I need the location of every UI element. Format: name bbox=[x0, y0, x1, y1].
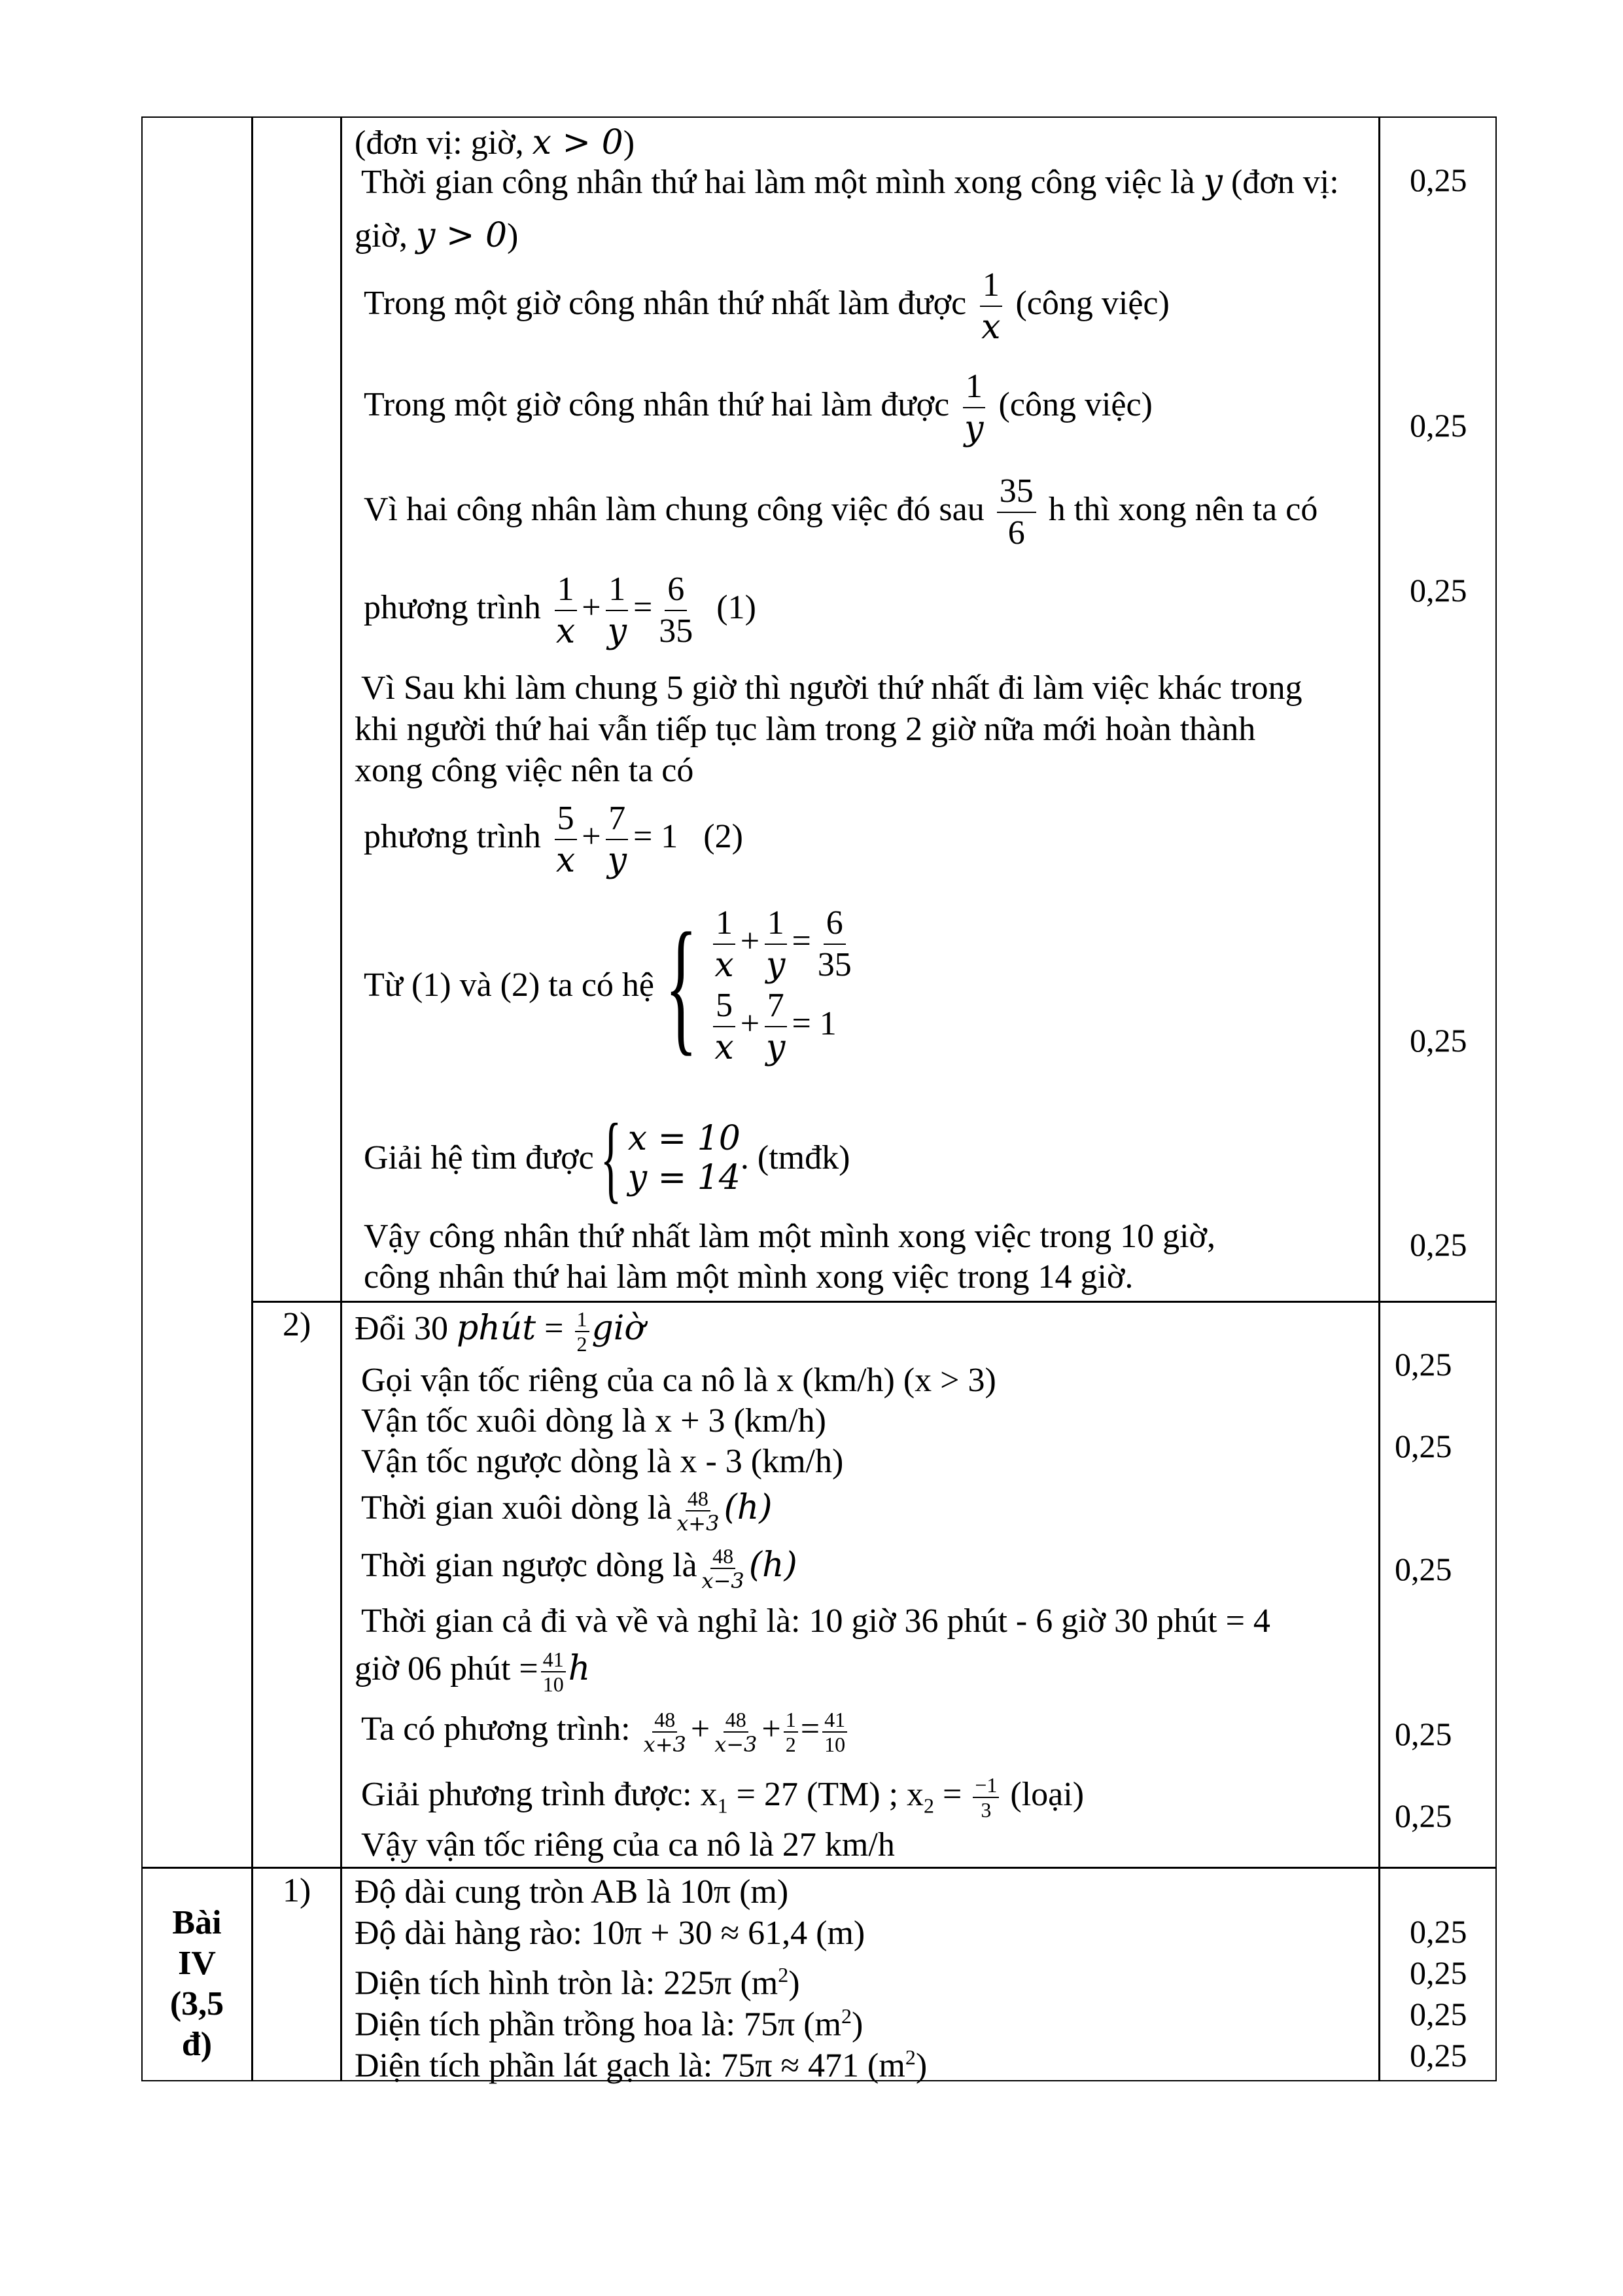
score: 0,25 bbox=[1395, 1551, 1452, 1587]
col-divider-1 bbox=[251, 116, 253, 2081]
line-rate-worker1: Trong một giờ công nhân thứ nhất làm được $\frac{1}{x}$ (công việc) bbox=[364, 266, 1170, 347]
score: 0,25 bbox=[1410, 1022, 1467, 1059]
score: 0,25 bbox=[1410, 162, 1467, 198]
line-together: Vì hai công nhân làm chung công việc đó sau $\frac{35}{6}$ h thì xong nên ta có bbox=[364, 471, 1318, 554]
fraction: $\frac{5}{x}$ bbox=[712, 985, 736, 1068]
part3-line-2: Độ dài hàng rào: 10π + 30 ≈ 61,4 (m) bbox=[355, 1915, 865, 1952]
fraction: $\frac{48}{x-3}$ bbox=[714, 1708, 758, 1757]
part2-line-4: Vận tốc ngược dòng là x - 3 (km/h) bbox=[361, 1443, 844, 1480]
fraction: $\frac{48}{x+3}$ bbox=[676, 1487, 720, 1536]
fraction: $\frac{41}{10}$ bbox=[541, 1648, 566, 1696]
brace: { bbox=[600, 1104, 621, 1212]
line-condition-3: xong công việc nên ta có bbox=[355, 752, 694, 789]
score: 0,25 bbox=[1410, 572, 1467, 609]
fraction: $\frac{-1}{3}$ bbox=[973, 1773, 999, 1822]
part2-line-5: Thời gian xuôi dòng là $\frac{48}{x+3}$ (h) bbox=[361, 1487, 773, 1536]
col-divider-3 bbox=[1378, 116, 1380, 2081]
brace: { bbox=[665, 902, 698, 1069]
conclusion-2: công nhân thứ hai làm một mình xong việc trong 14 giờ. bbox=[364, 1258, 1134, 1296]
part3-line-4: Diện tích phần trồng hoa là: 75π $(m^2)$ bbox=[355, 2004, 864, 2043]
line-rate-worker2: Trong một giờ công nhân thứ hai làm được $\frac{1}{y}$ (công việc) bbox=[364, 368, 1153, 448]
part3-number: 1) bbox=[283, 1872, 311, 1909]
score: 0,25 bbox=[1410, 2037, 1467, 2074]
col-divider-2 bbox=[340, 116, 342, 2081]
equation-2: phương trình $\frac{5}{x}$ + $\frac{7}{y}$ = 1 (2) bbox=[364, 800, 743, 880]
part2-line-2: Gọi vận tốc riêng của ca nô là x (km/h) (x > 3) bbox=[361, 1362, 996, 1399]
score: 0,25 bbox=[1395, 1797, 1452, 1834]
score: 0,25 bbox=[1395, 1428, 1452, 1464]
line-unit-y: giờ, y > 0) bbox=[355, 216, 519, 255]
part2-line-3: Vận tốc xuôi dòng là x + 3 (km/h) bbox=[361, 1402, 826, 1439]
fraction: $\frac{1}{2}$ bbox=[784, 1708, 798, 1756]
fraction: $\frac{1}{x}$ bbox=[979, 265, 1003, 347]
line-condition-1: Vì Sau khi làm chung 5 giờ thì người thứ nhất đi làm việc khác trong bbox=[361, 669, 1302, 707]
fraction: $\frac{6}{35}$ bbox=[817, 904, 852, 983]
score: 0,25 bbox=[1410, 1954, 1467, 1991]
section-title: Bài IV (3,5 đ) bbox=[169, 1904, 224, 2063]
fraction: $\frac{7}{y}$ bbox=[605, 798, 629, 881]
fraction: $\frac{5}{x}$ bbox=[553, 798, 578, 881]
system-solution: Giải hệ tìm được { x = 10 y = 14 . (tmđk) bbox=[364, 1104, 850, 1212]
score: 0,25 bbox=[1395, 1346, 1452, 1383]
part2-conclusion: Vậy vận tốc riêng của ca nô là 27 km/h bbox=[361, 1826, 895, 1863]
row-divider-1 bbox=[251, 1301, 1497, 1303]
score: 0,25 bbox=[1410, 407, 1467, 444]
part2-solution: Giải phương trình được: $x_1 = 27$ (TM) ; $x_2$ = $\frac{-1}{3}$ (loại) bbox=[361, 1773, 1085, 1822]
part3-line-1: Độ dài cung tròn AB là 10π (m) bbox=[355, 1873, 789, 1911]
conclusion-1: Vậy công nhân thứ nhất làm một mình xong việc trong 10 giờ, bbox=[364, 1218, 1216, 1255]
fraction: $\frac{1}{y}$ bbox=[962, 366, 986, 449]
fraction: $\frac{6}{35}$ bbox=[659, 571, 693, 650]
fraction: $\frac{1}{x}$ bbox=[712, 903, 736, 985]
score: 0,25 bbox=[1410, 1913, 1467, 1950]
fraction: $\frac{7}{y}$ bbox=[763, 985, 788, 1068]
score: 0,25 bbox=[1410, 1226, 1467, 1263]
equation-1: phương trình $\frac{1}{x}$ + $\frac{1}{y}$ = $\frac{6}{35}$ (1) bbox=[364, 571, 756, 651]
row-divider-2 bbox=[141, 1867, 1497, 1869]
part2-line-8: giờ 06 phút = $\frac{41}{10}$ h bbox=[355, 1648, 591, 1696]
part2-equation: Ta có phương trình: $\frac{48}{x+3}$ + $\frac{48}{x-3}$ + $\frac{1}{2}$ = $\frac{41}{10}$ bbox=[361, 1708, 850, 1756]
fraction: $\frac{1}{y}$ bbox=[605, 569, 629, 652]
part2-number: 2) bbox=[283, 1306, 311, 1343]
fraction: $\frac{1}{x}$ bbox=[553, 569, 578, 652]
part3-line-5: Diện tích phần lát gạch là: 75π ≈ 471 $(m^2)$ bbox=[355, 2045, 928, 2085]
part3-line-3: Diện tích hình tròn là: 225π $(m^2)$ bbox=[355, 1963, 800, 2002]
line-condition-2: khi người thứ hai vẫn tiếp tục làm trong 2 giờ nữa mới hoàn thành bbox=[355, 711, 1256, 748]
part2-line-1: Đổi 30 phút = $\frac{1}{2}$ giờ bbox=[355, 1307, 645, 1356]
part2-line-6: Thời gian ngược dòng là $\frac{48}{x-3}$ (h) bbox=[361, 1544, 797, 1593]
score: 0,25 bbox=[1395, 1716, 1452, 1752]
fraction: $\frac{1}{y}$ bbox=[763, 903, 788, 985]
score: 0,25 bbox=[1410, 1996, 1467, 2032]
line-unit-x: (đơn vị: giờ, x > 0) bbox=[355, 123, 635, 162]
fraction: $\frac{35}{6}$ bbox=[997, 471, 1036, 554]
system-of-equations: Từ (1) và (2) ta có hệ { $\frac{1}{x}$ + $\frac{1}{y}$ = $\frac{6}{35}$ $\frac{5}{x}$ + $\frac{7}{y}$ = 1 bbox=[364, 903, 858, 1068]
fraction: $\frac{41}{10}$ bbox=[822, 1708, 847, 1756]
part2-line-7: Thời gian cả đi và về và nghỉ là: 10 giờ 36 phút - 6 giờ 30 phút = 4 bbox=[361, 1602, 1270, 1640]
line-time-worker2: Thời gian công nhân thứ hai làm một mình xong công việc là y (đơn vị: bbox=[361, 162, 1339, 202]
fraction: $\frac{48}{x-3}$ bbox=[701, 1544, 744, 1593]
fraction: $\frac{1}{2}$ bbox=[575, 1307, 589, 1356]
fraction: $\frac{48}{x+3}$ bbox=[643, 1708, 686, 1757]
